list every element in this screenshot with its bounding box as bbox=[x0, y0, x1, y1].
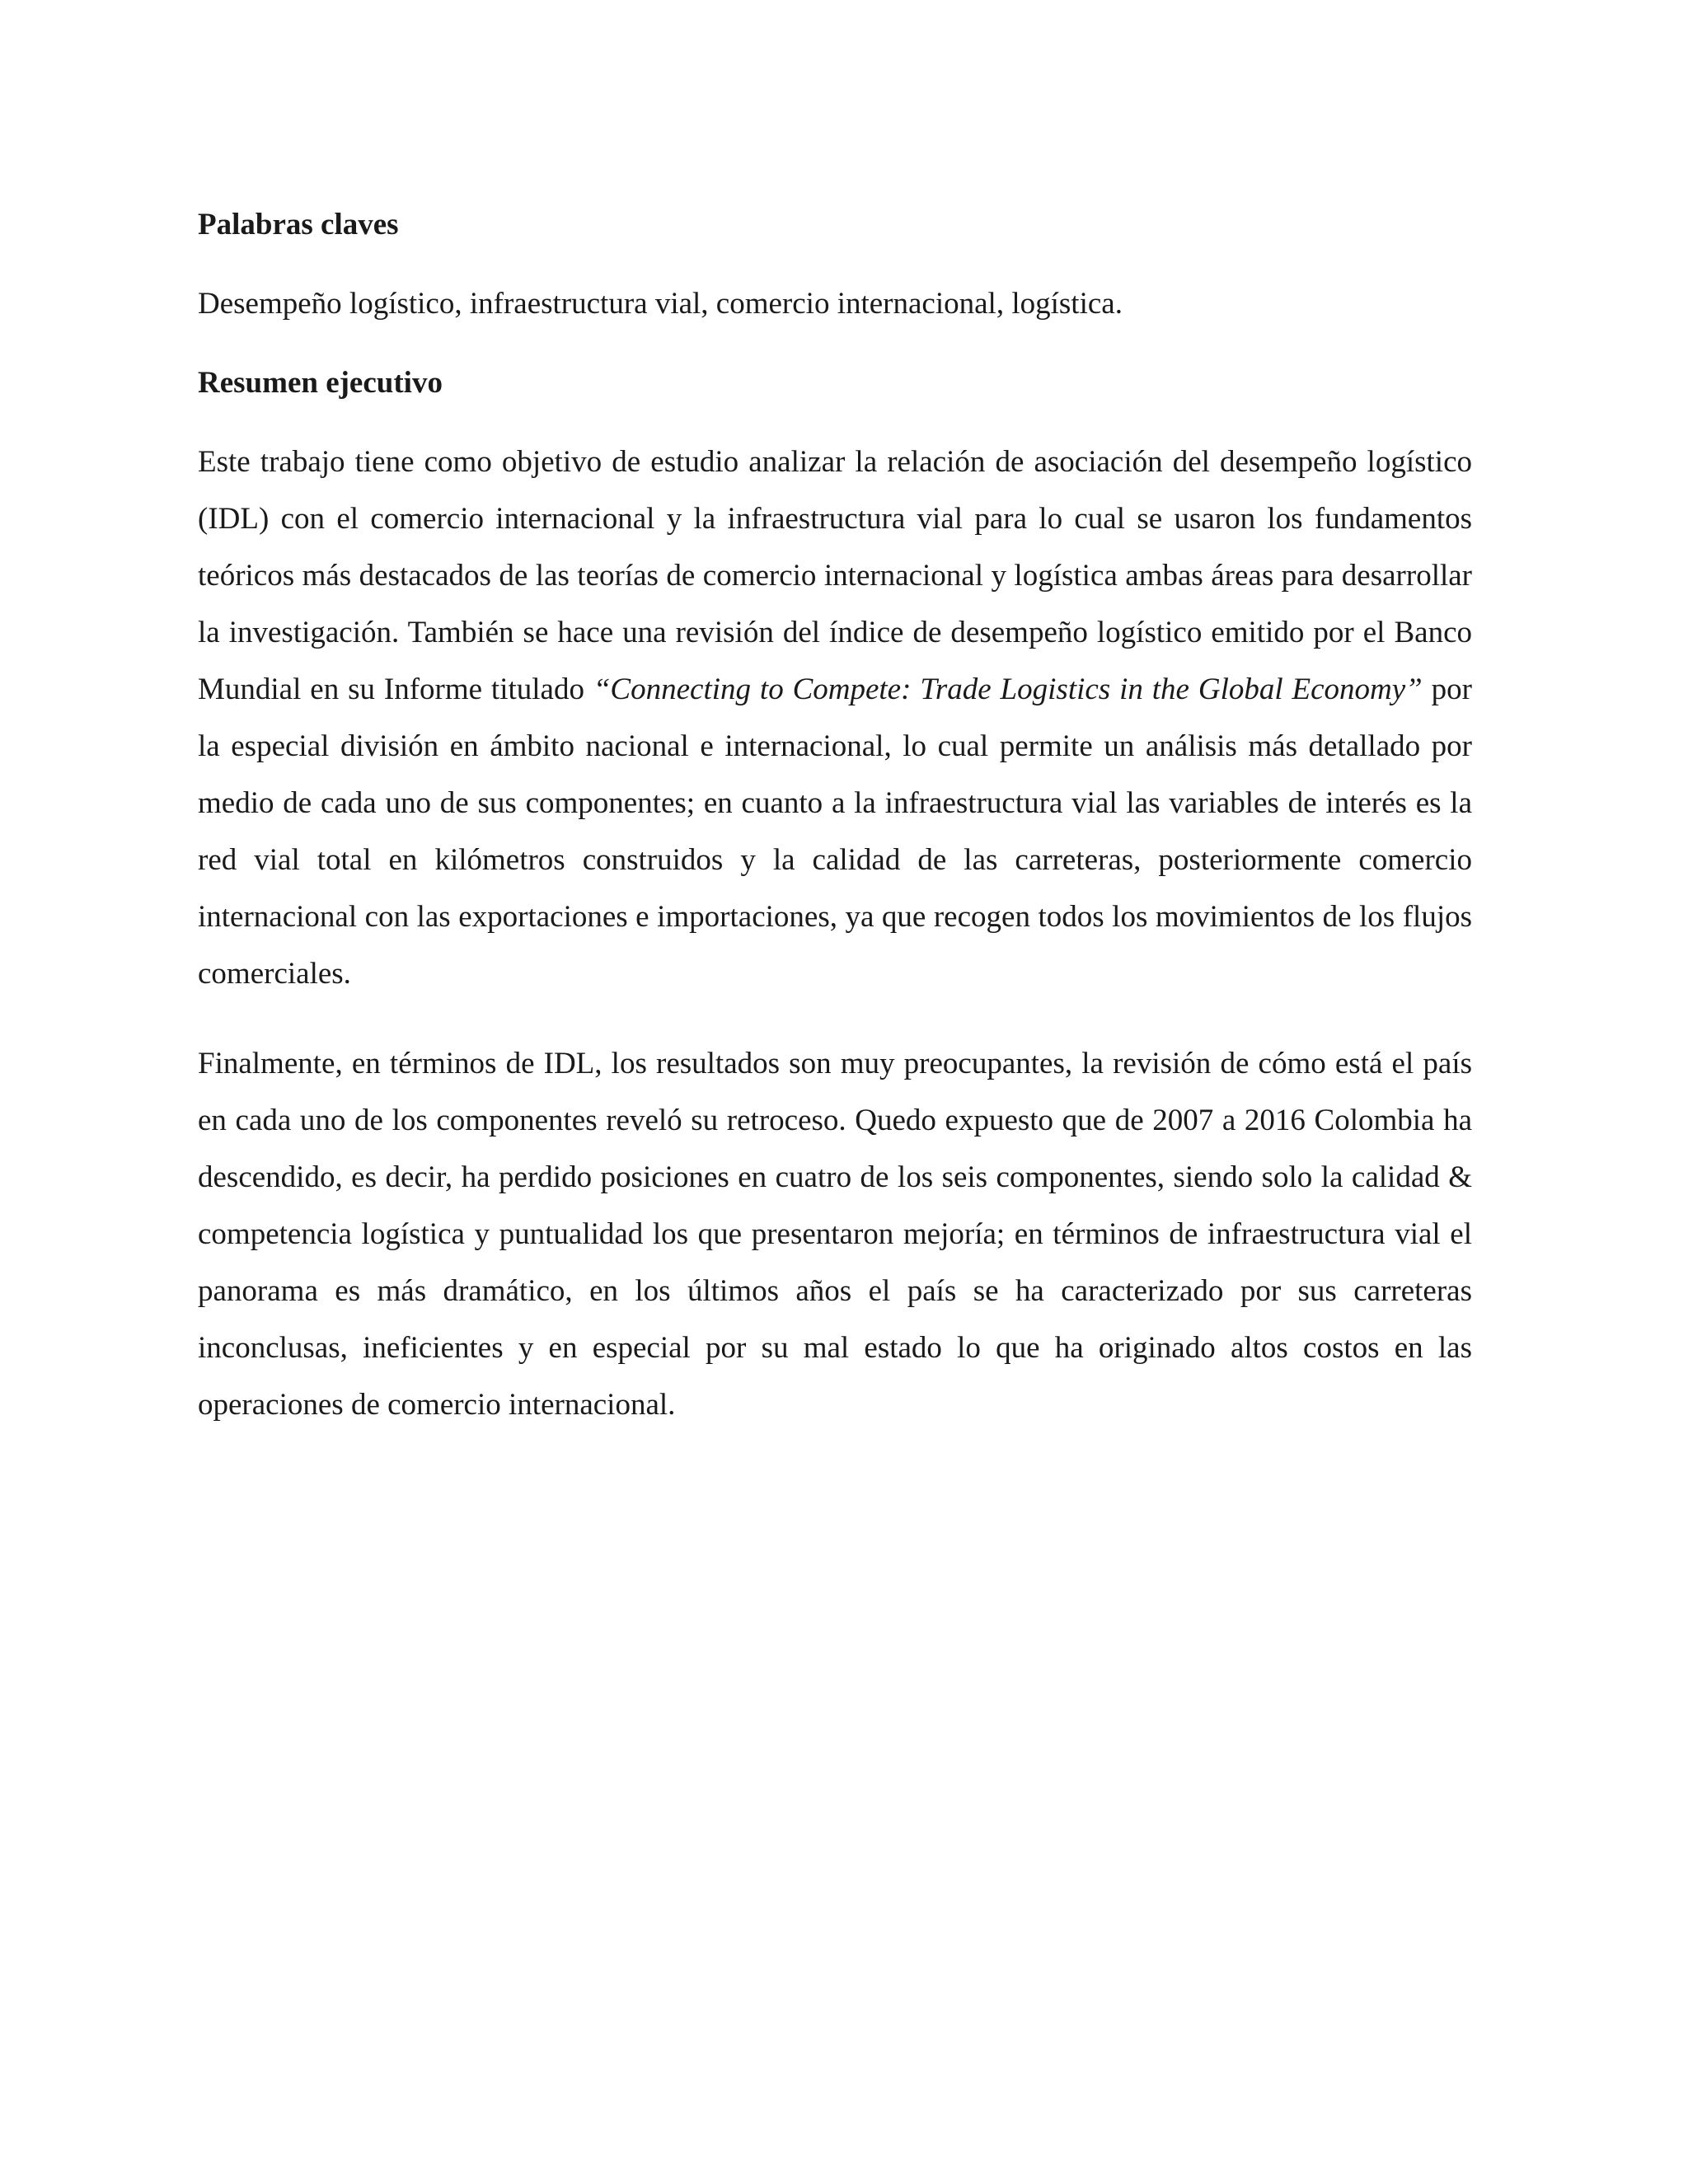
keywords-heading: Palabras claves bbox=[198, 208, 399, 241]
report-title-italic: “Connecting to Compete: Trade Logistics in the Global Economy” bbox=[593, 673, 1423, 706]
summary-heading: Resumen ejecutivo bbox=[198, 366, 443, 400]
summary-paragraph-1-part-2: por la especial división en ámbito nacional e internacional, lo cual permite un análisis más detallado por medio de cada uno de sus componentes; en cuanto a la infraestructura vial las variables de interés es la red vial total en kilómetros construidos y la calidad de las carreteras, posteriormente comercio internacional con las exportaciones e importaciones, ya que recogen todos los movimientos de los flujos comerciales. bbox=[198, 673, 1472, 991]
summary-paragraph-2: Finalmente, en términos de IDL, los resultados son muy preocupantes, la revisión de cómo está el país en cada uno de los componentes reveló su retroceso. Quedo expuesto que de 2007 a 2016 Colombia ha descendido, es decir, ha perdido posiciones en cuatro de los seis componentes, siendo solo la calidad & competencia logística y puntualidad los que presentaron mejoría; en términos de infraestructura vial el panorama es más dramático, en los últimos años el país se ha caracterizado por sus carreteras inconclusas, ineficientes y en especial por su mal estado lo que ha originado altos costos en las operaciones de comercio internacional. bbox=[198, 1047, 1472, 1422]
summary-paragraph-1 bbox=[198, 434, 1472, 1002]
summary-paragraph-1-part-1: Este trabajo tiene como objetivo de estudio analizar la relación de asociación del desempeño logístico (IDL) con el comercio internacional y la infraestructura vial para lo cual se usaron los fundamentos teóricos más destacados de las teorías de comercio internacional y logística ambas áreas para desarrollar la investigación. También se hace una revisión del índice de desempeño logístico emitido por el Banco Mundial en su Informe titulado bbox=[198, 445, 1472, 706]
keywords-text: Desempeño logístico, infraestructura vial, comercio internacional, logística. bbox=[198, 287, 1123, 321]
document-body bbox=[198, 196, 1472, 1433]
